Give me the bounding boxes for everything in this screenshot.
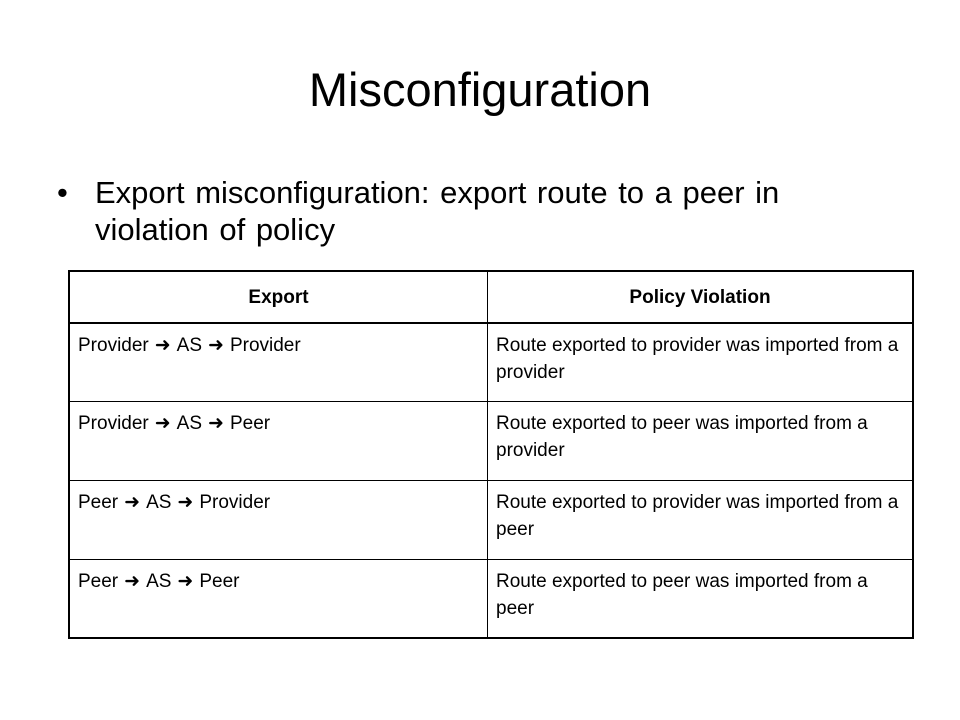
export-path-cell: [69, 402, 488, 481]
bullet-marker: •: [57, 175, 68, 210]
violation-cell: Route exported to provider was imported from a provider: [488, 323, 914, 402]
table-row: [69, 323, 913, 402]
right-arrow-icon: ➜: [208, 413, 224, 435]
table-row: [69, 559, 913, 638]
right-arrow-icon: ➜: [177, 492, 194, 513]
export-path-cell: [69, 559, 488, 638]
export-via: AS: [176, 335, 203, 356]
table-row: [69, 481, 913, 560]
export-from: Peer: [78, 492, 119, 513]
export-path-cell: [69, 323, 488, 402]
right-arrow-icon: ➜: [154, 335, 171, 356]
violation-cell: Route exported to peer was imported from a peer: [488, 559, 914, 638]
export-from: Provider: [78, 413, 149, 435]
export-from: Peer: [78, 570, 119, 592]
export-to: Peer: [229, 413, 271, 435]
export-to: Provider: [199, 492, 271, 513]
export-via: AS: [146, 492, 172, 513]
bullet-text: Export misconfiguration: export route to a peer in violation of policy: [95, 175, 780, 247]
violation-cell: Route exported to provider was imported from a peer: [488, 481, 914, 560]
export-via: AS: [176, 413, 203, 435]
right-arrow-icon: ➜: [154, 413, 171, 435]
table-row: [69, 402, 913, 481]
export-to: Provider: [229, 335, 301, 356]
export-path-cell: [69, 481, 488, 560]
right-arrow-icon: ➜: [124, 570, 141, 592]
policy-violation-column-header: Policy Violation: [488, 271, 914, 323]
export-to: Peer: [199, 570, 240, 592]
export-column-header: Export: [69, 271, 488, 323]
export-via: AS: [146, 570, 172, 592]
export-from: Provider: [78, 335, 149, 356]
table-header-row: [69, 271, 913, 323]
policy-violation-table: [68, 270, 914, 639]
right-arrow-icon: ➜: [177, 570, 194, 592]
right-arrow-icon: ➜: [124, 492, 141, 513]
violation-cell: Route exported to peer was imported from a provider: [488, 402, 914, 481]
right-arrow-icon: ➜: [208, 335, 224, 356]
slide-title: Misconfiguration: [308, 63, 652, 116]
